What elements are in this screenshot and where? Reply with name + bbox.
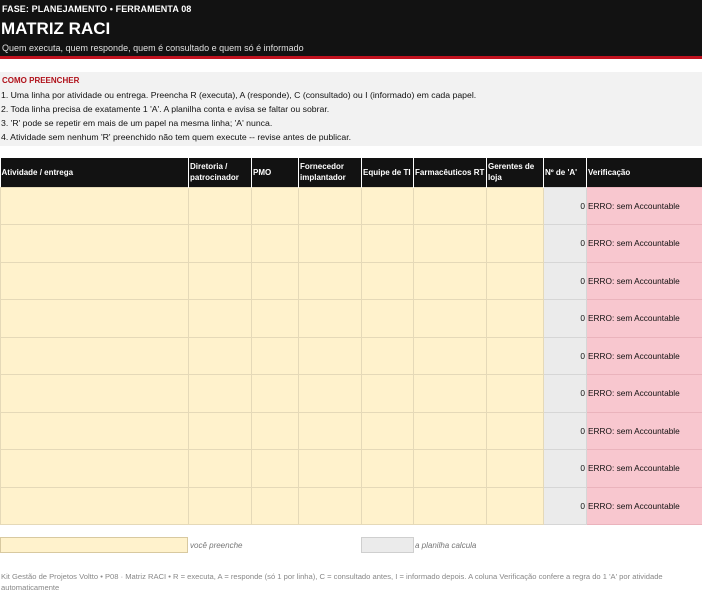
pharmacists-cell[interactable]	[414, 412, 487, 450]
board-cell[interactable]	[189, 187, 252, 225]
pmo-cell[interactable]	[252, 412, 299, 450]
pmo-cell[interactable]	[252, 450, 299, 488]
verification-cell: ERRO: sem Accountable	[587, 300, 702, 338]
vendor-cell[interactable]	[299, 300, 362, 338]
pmo-cell[interactable]	[252, 300, 299, 338]
board-cell[interactable]	[189, 225, 252, 263]
column-header-activity: Atividade / entrega	[1, 158, 189, 187]
verification-cell: ERRO: sem Accountable	[587, 412, 702, 450]
verification-cell: ERRO: sem Accountable	[587, 337, 702, 375]
vendor-cell[interactable]	[299, 337, 362, 375]
legend-input-label: você preenche	[190, 541, 243, 550]
table-row	[1, 450, 702, 488]
table-row	[1, 225, 702, 263]
board-cell[interactable]	[189, 412, 252, 450]
pharmacists-cell[interactable]	[414, 262, 487, 300]
activity-cell[interactable]	[1, 412, 189, 450]
a-count-cell: 0	[544, 375, 587, 413]
it-team-cell[interactable]	[362, 450, 414, 488]
pmo-cell[interactable]	[252, 487, 299, 525]
it-team-cell[interactable]	[362, 337, 414, 375]
store-managers-cell[interactable]	[487, 487, 544, 525]
store-managers-cell[interactable]	[487, 187, 544, 225]
vendor-cell[interactable]	[299, 487, 362, 525]
column-header-pharmacists: Farmacêuticos RT	[414, 158, 487, 187]
pharmacists-cell[interactable]	[414, 187, 487, 225]
pharmacists-cell[interactable]	[414, 450, 487, 488]
a-count-cell: 0	[544, 300, 587, 338]
board-cell[interactable]	[189, 337, 252, 375]
store-managers-cell[interactable]	[487, 375, 544, 413]
verification-cell: ERRO: sem Accountable	[587, 450, 702, 488]
column-header-store-managers: Gerentes de loja	[487, 158, 544, 187]
activity-cell[interactable]	[1, 187, 189, 225]
a-count-cell: 0	[544, 262, 587, 300]
accent-divider	[0, 56, 702, 59]
legend-calc-label: a planilha calcula	[415, 541, 477, 550]
instruction-item: 3. 'R' pode se repetir em mais de um papel na mesma linha; 'A' nunca.	[1, 118, 273, 128]
legend-calc-swatch	[361, 537, 414, 553]
it-team-cell[interactable]	[362, 412, 414, 450]
it-team-cell[interactable]	[362, 300, 414, 338]
a-count-cell: 0	[544, 337, 587, 375]
pharmacists-cell[interactable]	[414, 300, 487, 338]
pharmacists-cell[interactable]	[414, 337, 487, 375]
vendor-cell[interactable]	[299, 375, 362, 413]
a-count-cell: 0	[544, 450, 587, 488]
header-band	[0, 0, 702, 58]
a-count-cell: 0	[544, 187, 587, 225]
table-row	[1, 300, 702, 338]
instruction-item: 4. Atividade sem nenhum 'R' preenchido não tem quem execute -- revise antes de publicar.	[1, 132, 352, 142]
legend-input-swatch	[0, 537, 188, 553]
activity-cell[interactable]	[1, 450, 189, 488]
activity-cell[interactable]	[1, 300, 189, 338]
page-subtitle: Quem executa, quem responde, quem é consultado e quem só é informado	[2, 43, 304, 53]
pharmacists-cell[interactable]	[414, 375, 487, 413]
table-row	[1, 412, 702, 450]
pmo-cell[interactable]	[252, 225, 299, 263]
table-row	[1, 487, 702, 525]
board-cell[interactable]	[189, 262, 252, 300]
it-team-cell[interactable]	[362, 187, 414, 225]
store-managers-cell[interactable]	[487, 450, 544, 488]
board-cell[interactable]	[189, 487, 252, 525]
verification-cell: ERRO: sem Accountable	[587, 375, 702, 413]
instructions-heading: COMO PREENCHER	[2, 76, 80, 85]
it-team-cell[interactable]	[362, 262, 414, 300]
activity-cell[interactable]	[1, 375, 189, 413]
store-managers-cell[interactable]	[487, 262, 544, 300]
store-managers-cell[interactable]	[487, 337, 544, 375]
a-count-cell: 0	[544, 412, 587, 450]
raci-table	[0, 158, 702, 525]
column-header-it-team: Equipe de TI	[362, 158, 414, 187]
column-header-pmo: PMO	[252, 158, 299, 187]
a-count-cell: 0	[544, 487, 587, 525]
table-row	[1, 375, 702, 413]
it-team-cell[interactable]	[362, 487, 414, 525]
it-team-cell[interactable]	[362, 225, 414, 263]
pmo-cell[interactable]	[252, 375, 299, 413]
instruction-item: 2. Toda linha precisa de exatamente 1 'A'. A planilha conta e avisa se faltar ou sobrar.	[1, 104, 330, 114]
verification-cell: ERRO: sem Accountable	[587, 187, 702, 225]
vendor-cell[interactable]	[299, 187, 362, 225]
table-row	[1, 262, 702, 300]
column-header-verification: Verificação	[587, 158, 702, 187]
page-title: MATRIZ RACI	[1, 19, 111, 38]
instructions-panel	[0, 72, 702, 146]
vendor-cell[interactable]	[299, 412, 362, 450]
verification-cell: ERRO: sem Accountable	[587, 225, 702, 263]
board-cell[interactable]	[189, 450, 252, 488]
table-header-row	[1, 158, 702, 187]
column-header-vendor: Fornecedor implantador	[299, 158, 362, 187]
store-managers-cell[interactable]	[487, 225, 544, 263]
activity-cell[interactable]	[1, 262, 189, 300]
vendor-cell[interactable]	[299, 225, 362, 263]
board-cell[interactable]	[189, 300, 252, 338]
vendor-cell[interactable]	[299, 450, 362, 488]
column-header-a-count: Nº de 'A'	[544, 158, 587, 187]
it-team-cell[interactable]	[362, 375, 414, 413]
column-header-board: Diretoria / patrocinador	[189, 158, 252, 187]
pharmacists-cell[interactable]	[414, 487, 487, 525]
pharmacists-cell[interactable]	[414, 225, 487, 263]
phase-label: FASE: PLANEJAMENTO • FERRAMENTA 08	[2, 4, 192, 14]
vendor-cell[interactable]	[299, 262, 362, 300]
activity-cell[interactable]	[1, 487, 189, 525]
verification-cell: ERRO: sem Accountable	[587, 487, 702, 525]
a-count-cell: 0	[544, 225, 587, 263]
activity-cell[interactable]	[1, 337, 189, 375]
activity-cell[interactable]	[1, 225, 189, 263]
store-managers-cell[interactable]	[487, 300, 544, 338]
pmo-cell[interactable]	[252, 337, 299, 375]
pmo-cell[interactable]	[252, 187, 299, 225]
store-managers-cell[interactable]	[487, 412, 544, 450]
instruction-item: 1. Uma linha por atividade ou entrega. Preencha R (executa), A (responde), C (consultado) ou I (informado) em cada papel.	[1, 90, 477, 100]
table-row	[1, 337, 702, 375]
table-row	[1, 187, 702, 225]
verification-cell: ERRO: sem Accountable	[587, 262, 702, 300]
footer-note: Kit Gestão de Projetos Voltto • P08 · Matriz RACI • R = executa, A = responde (só 1 por linha), C = consultado antes, I = informado depois. A coluna Verificação confere a regra do 1 'A' por atividade automaticamente	[1, 572, 663, 592]
pmo-cell[interactable]	[252, 262, 299, 300]
board-cell[interactable]	[189, 375, 252, 413]
